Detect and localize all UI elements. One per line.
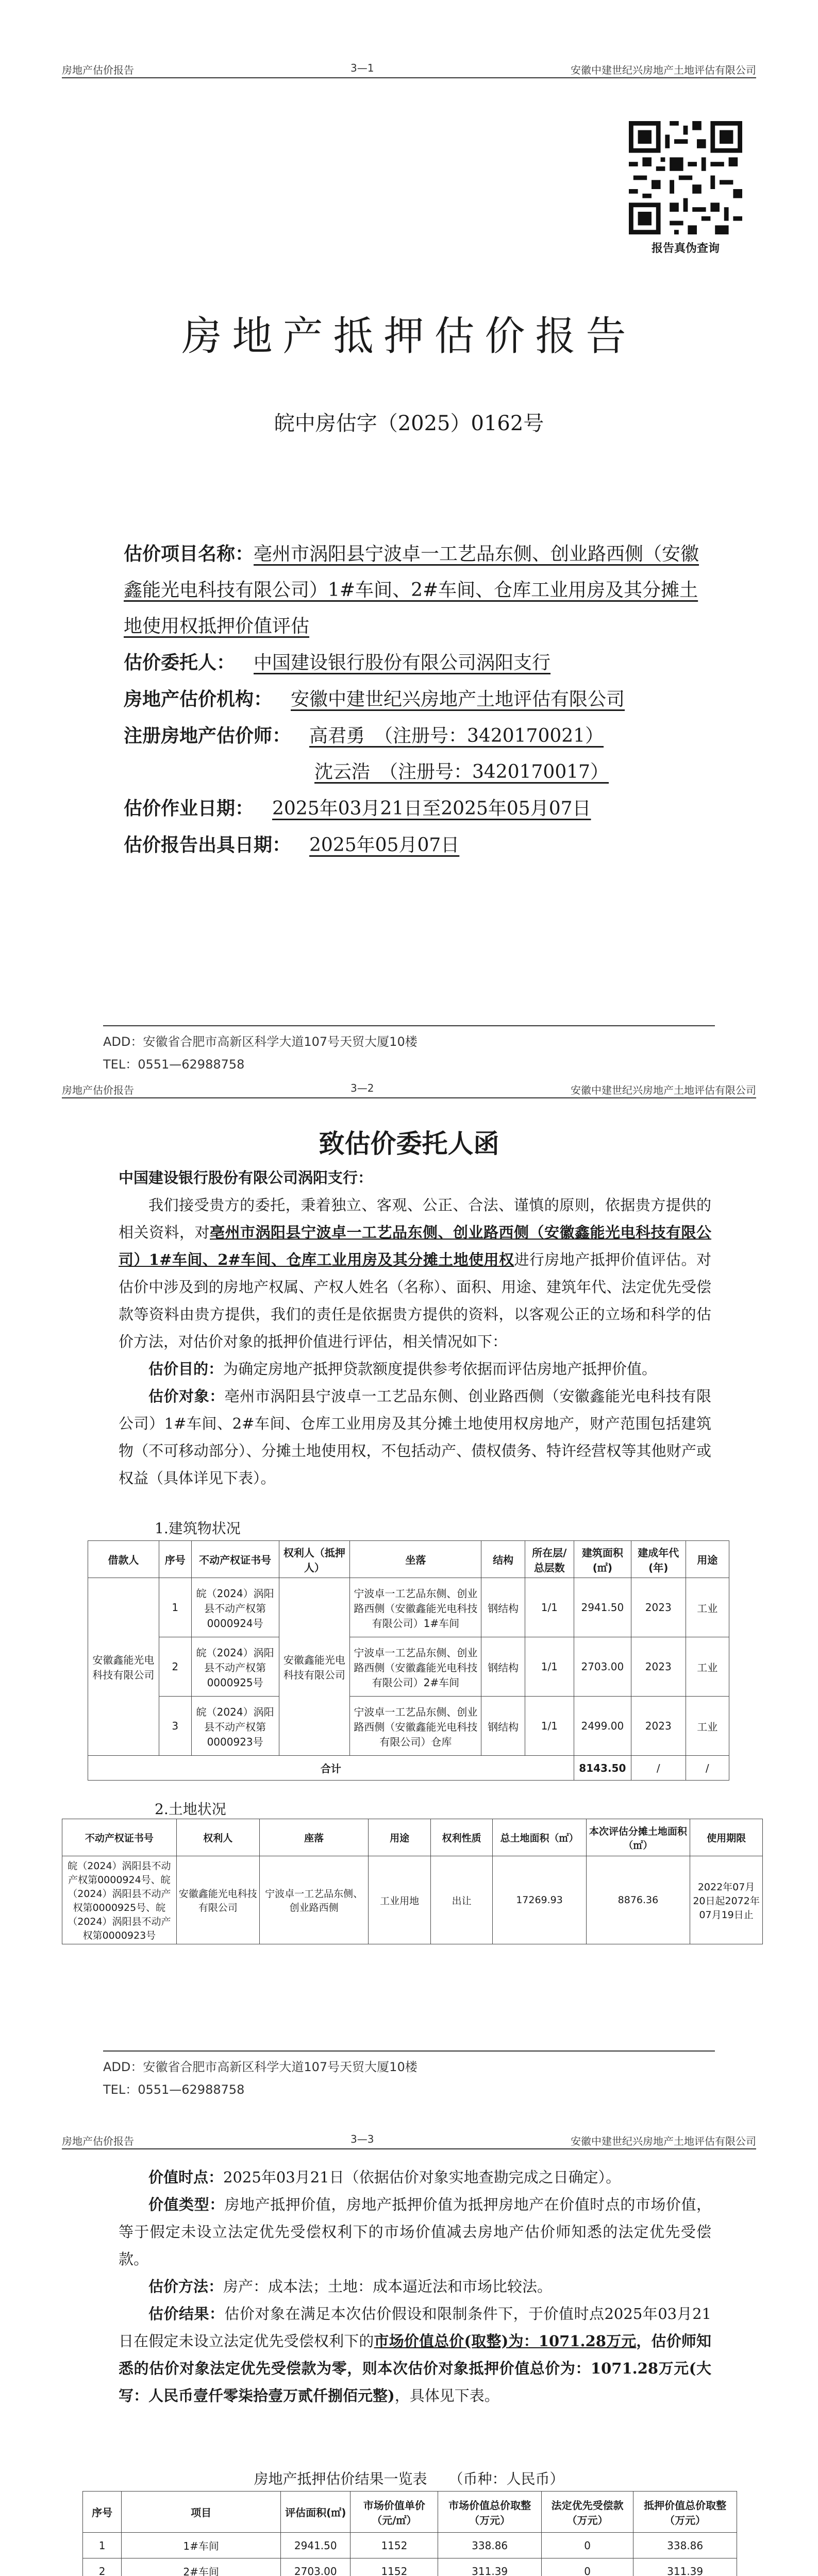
footer-address: ADD：安徽省合肥市高新区科学大道107号天贸大厦10楼	[103, 2060, 418, 2074]
t1-cell: 皖（2024）涡阳县不动产权第0000925号	[191, 1637, 279, 1697]
t2-h-owner: 权利人	[176, 1819, 259, 1856]
t3-cell: 311.39	[633, 2558, 737, 2576]
t2-h-term: 使用期限	[690, 1819, 763, 1856]
page-letter	[0, 1077, 818, 2107]
t3-h-item: 项目	[122, 2492, 281, 2533]
footer-divider	[103, 1025, 715, 1026]
header-page-number: 3—2	[350, 1082, 374, 1094]
letter-object: 估价对象：亳州市涡阳县宁波卓一工艺品东侧、创业路西侧（安徽鑫能光电科技有限公司）1#车间、2#车间、仓库工业用房及其分摊土地使用权房地产，财产范围包括建筑物（不可移动部分）、分摊土地使用权，不包括动产、债权债务、特许经营权等其他财产或权益（具体详见下表）。	[119, 1387, 711, 1487]
t1-h-floor: 所在层/总层数	[525, 1541, 574, 1578]
t1-h-use: 用途	[686, 1541, 729, 1578]
t1-cell: 钢结构	[481, 1697, 525, 1756]
period-row	[124, 790, 701, 827]
t1-cell: 1/1	[525, 1637, 574, 1697]
page-header	[62, 1077, 756, 1098]
page-result	[0, 2128, 818, 2576]
t3-h-price: 市场价值单价（元/㎡）	[350, 2492, 438, 2533]
t1-borrower: 安徽鑫能光电科技有限公司	[88, 1578, 159, 1756]
t2-owner: 安徽鑫能光电科技有限公司	[176, 1856, 259, 1944]
t1-cell: 工业	[686, 1697, 729, 1756]
footer-divider	[103, 2050, 715, 2052]
t1-cell: 宁波卓一工艺品东侧、创业路西侧（安徽鑫能光电科技有限公司）1#车间	[350, 1578, 481, 1637]
t3-h-pri: 法定优先受偿款（万元）	[542, 2492, 633, 2533]
t1-cell: 2023	[631, 1578, 686, 1637]
t3-cell: 2#车间	[122, 2558, 281, 2576]
t2-h-total: 总土地面积（㎡）	[493, 1819, 586, 1856]
t1-total-slash: /	[631, 1756, 686, 1781]
t2-total: 17269.93	[493, 1856, 586, 1944]
t1-cell: 皖（2024）涡阳县不动产权第0000923号	[191, 1697, 279, 1756]
t1-h-loc: 坐落	[350, 1541, 481, 1578]
t1-total-label: 合计	[88, 1756, 574, 1781]
appraiser-label: 注册房地产估价师：	[124, 725, 291, 747]
client-row	[124, 645, 701, 681]
t1-cell: 1	[159, 1578, 191, 1637]
header-right: 安徽中建世纪兴房地产土地评估有限公司	[571, 1084, 756, 1096]
t2-term: 2022年07月20日起2072年07月19日止	[690, 1856, 763, 1944]
t3-cell: 1#车间	[122, 2533, 281, 2558]
org-row	[124, 681, 701, 718]
header-left: 房地产估价报告	[62, 2135, 134, 2147]
report-code: 皖中房估字（2025）0162号	[274, 412, 544, 435]
t3-h-val: 抵押价值总价取整（万元）	[633, 2492, 737, 2533]
valuation-result: 估价结果：估价对象在满足本次估价假设和限制条件下，于价值时点2025年03月21日在假定未设立法定优先受偿权利下的市场价值总价(取整)为：1071.28万元，估价师知悉的估价对象法定优先受偿款为零，则本次估价对象抵押价值总价为：1071.28万元(大写：人民币壹仟零柒拾壹万贰仟捌佰元整)，具体见下表。	[119, 2305, 711, 2404]
project-row	[124, 536, 701, 645]
qr-code-icon[interactable]	[629, 121, 742, 234]
t2-h-cert: 不动产权证书号	[62, 1819, 177, 1856]
table-row	[62, 1856, 763, 1944]
value-type: 价值类型：房地产抵押价值，房地产抵押价值为抵押房地产在价值时点的市场价值，等于假定未设立法定优先受偿权利下的市场价值减去房地产估价师知悉的法定优先受偿款。	[119, 2196, 711, 2268]
table-row	[83, 2533, 737, 2558]
t2-share: 8876.36	[586, 1856, 690, 1944]
t1-total-slash: /	[686, 1756, 729, 1781]
appraiser-1: 高君勇 （注册号：3420170021）	[309, 725, 604, 747]
t1-cell: 2	[159, 1637, 191, 1697]
t1-owner: 安徽鑫能光电科技有限公司	[279, 1578, 350, 1756]
issue-date-row	[124, 827, 701, 863]
period-value: 2025年03月21日至2025年05月07日	[272, 798, 591, 819]
issue-date-value: 2025年05月07日	[309, 835, 460, 856]
t2-nature: 出让	[430, 1856, 493, 1944]
page-header	[62, 57, 756, 78]
header-left: 房地产估价报告	[62, 1084, 134, 1096]
appraiser-row	[124, 718, 701, 754]
table-row	[83, 2558, 737, 2576]
client-label: 估价委托人：	[124, 652, 236, 673]
t1-cell: 1/1	[525, 1697, 574, 1756]
t1-h-cert: 不动产权证书号	[191, 1541, 279, 1578]
table-row	[88, 1578, 729, 1637]
t3-cell: 0	[542, 2558, 633, 2576]
org-value: 安徽中建世纪兴房地产土地评估有限公司	[291, 689, 625, 710]
t1-h-no: 序号	[159, 1541, 191, 1578]
qr-caption: 报告真伪查询	[651, 242, 720, 255]
header-page-number: 3—1	[350, 62, 374, 74]
letter-title: 致估价委托人函	[319, 1128, 499, 1159]
footer-address: ADD：安徽省合肥市高新区科学大道107号天贸大厦10楼	[103, 1035, 418, 1049]
t1-cell: 宁波卓一工艺品东侧、创业路西侧（安徽鑫能光电科技有限公司）2#车间	[350, 1637, 481, 1697]
t3-cell: 1	[83, 2533, 122, 2558]
period-label: 估价作业日期：	[124, 798, 254, 819]
t1-cell: 2941.50	[574, 1578, 631, 1637]
client-value: 中国建设银行股份有限公司涡阳支行	[254, 652, 551, 673]
page-cover	[0, 0, 818, 1072]
footer	[103, 2056, 418, 2101]
t1-cell: 宁波卓一工艺品东侧、创业路西侧（安徽鑫能光电科技有限公司）仓库	[350, 1697, 481, 1756]
result-table	[82, 2491, 737, 2576]
t1-h-borrower: 借款人	[88, 1541, 159, 1578]
t3-cell: 2	[83, 2558, 122, 2576]
t3-h-mv: 市场价值总价取整（万元）	[438, 2492, 542, 2533]
t2-h-nature: 权利性质	[430, 1819, 493, 1856]
table2-title: 2.土地状况	[155, 1801, 226, 1818]
t1-cell: 2703.00	[574, 1637, 631, 1697]
t1-total-area: 8143.50	[574, 1756, 631, 1781]
letter-body	[119, 1164, 711, 1492]
t3-cell: 338.86	[633, 2533, 737, 2558]
t1-cell: 2023	[631, 1637, 686, 1697]
t1-h-struct: 结构	[481, 1541, 525, 1578]
letter-intro: 我们接受贵方的委托，秉着独立、客观、公正、合法、谨慎的原则，依据贵方提供的相关资料，对亳州市涡阳县宁波卓一工艺品东侧、创业路西侧（安徽鑫能光电科技有限公司）1#车间、2#车间、仓库工业用房及其分摊土地使用权进行房地产抵押价值评估。对估价中涉及到的房地产权属、产权人姓名（名称）、面积、用途、建筑年代、法定优先受偿款等资料由贵方提供，我们的责任是依据贵方提供的资料，以客观公正的立场和科学的估价方法，对估价对象的抵押价值进行评估，相关情况如下：	[119, 1196, 711, 1350]
t2-loc: 宁波卓一工艺品东侧、创业路西侧	[259, 1856, 369, 1944]
t1-h-owner: 权利人（抵押人）	[279, 1541, 350, 1578]
appraiser-2: 沈云浩 （注册号：3420170017）	[314, 761, 609, 783]
footer-tel: TEL：0551—62988758	[103, 1057, 245, 1072]
t1-cell: 3	[159, 1697, 191, 1756]
t1-h-year: 建成年代(年)	[631, 1541, 686, 1578]
t3-h-area: 评估面积(㎡)	[281, 2492, 350, 2533]
page-header	[62, 2128, 756, 2149]
land-table	[62, 1819, 763, 1944]
t1-cell: 2499.00	[574, 1697, 631, 1756]
header-page-number: 3—3	[350, 2133, 374, 2145]
report-title: 房地产抵押估价报告	[181, 313, 637, 360]
t3-cell: 2703.00	[281, 2558, 350, 2576]
t3-h-no: 序号	[83, 2492, 122, 2533]
org-label: 房地产估价机构：	[124, 688, 273, 710]
t3-cell: 338.86	[438, 2533, 542, 2558]
table-total-row	[88, 1756, 729, 1781]
t1-cell: 钢结构	[481, 1637, 525, 1697]
letter-recipient: 中国建设银行股份有限公司涡阳支行：	[119, 1169, 373, 1187]
t1-cell: 工业	[686, 1637, 729, 1697]
t2-h-use: 用途	[369, 1819, 431, 1856]
valuation-method: 估价方法：房产：成本法；土地：成本逼近法和市场比较法。	[148, 2278, 553, 2295]
t2-h-share: 本次评估分摊土地面积（㎡）	[586, 1819, 690, 1856]
header-right: 安徽中建世纪兴房地产土地评估有限公司	[571, 64, 756, 76]
header-left: 房地产估价报告	[62, 64, 134, 76]
table-row	[88, 1637, 729, 1697]
building-table	[88, 1540, 729, 1781]
t2-use: 工业用地	[369, 1856, 431, 1944]
table3-title: 房地产抵押估价结果一览表 （币种：人民币）	[254, 2470, 564, 2487]
header-right: 安徽中建世纪兴房地产土地评估有限公司	[571, 2135, 756, 2147]
table-row	[88, 1697, 729, 1756]
appraiser-row-2	[124, 754, 701, 790]
t3-cell: 2941.50	[281, 2533, 350, 2558]
t2-h-loc: 座落	[259, 1819, 369, 1856]
cover-info	[124, 536, 701, 863]
t1-cell: 钢结构	[481, 1578, 525, 1637]
letter-purpose: 估价目的：为确定房地产抵押贷款额度提供参考依据而评估房地产抵押价值。	[148, 1360, 657, 1378]
t1-cell: 2023	[631, 1697, 686, 1756]
result-body	[119, 2164, 711, 2410]
footer	[103, 1030, 418, 1076]
table1-title: 1.建筑物状况	[155, 1520, 241, 1537]
t1-cell: 1/1	[525, 1578, 574, 1637]
project-label: 估价项目名称：	[124, 543, 254, 565]
project-value: 亳州市涡阳县宁波卓一工艺品东侧、创业路西侧（安徽鑫能光电科技有限公司）1#车间、2#车间、仓库工业用房及其分摊土地使用权抵押价值评估	[124, 544, 699, 637]
issue-date-label: 估价报告出具日期：	[124, 834, 291, 856]
value-date: 价值时点：2025年03月21日（依据估价对象实地查勘完成之日确定）。	[148, 2168, 621, 2186]
t3-cell: 0	[542, 2533, 633, 2558]
t3-cell: 1152	[350, 2558, 438, 2576]
t1-cell: 皖（2024）涡阳县不动产权第0000924号	[191, 1578, 279, 1637]
t3-cell: 311.39	[438, 2558, 542, 2576]
t1-cell: 工业	[686, 1578, 729, 1637]
t1-h-area: 建筑面积(㎡)	[574, 1541, 631, 1578]
t3-cell: 1152	[350, 2533, 438, 2558]
footer-tel: TEL：0551—62988758	[103, 2082, 245, 2097]
t2-cert: 皖（2024）涡阳县不动产权第0000924号、皖（2024）涡阳县不动产权第0000925号、皖（2024）涡阳县不动产权第0000923号	[62, 1856, 177, 1944]
